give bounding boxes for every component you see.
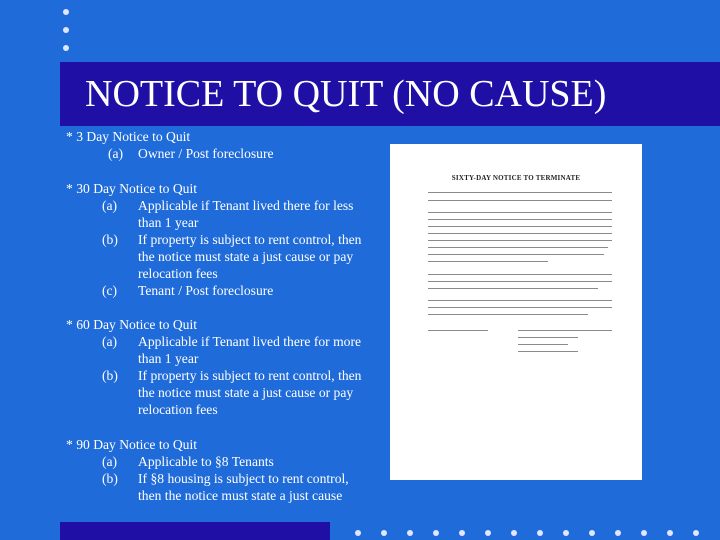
document-text-line [428, 226, 612, 227]
document-text-line [428, 212, 612, 213]
document-text-line [428, 254, 604, 255]
section-heading: * 3 Day Notice to Quit [66, 129, 191, 144]
list-item [102, 453, 366, 470]
document-text-line [428, 247, 608, 248]
item-label: (b) [102, 470, 118, 486]
section-heading: * 90 Day Notice to Quit [66, 436, 198, 452]
decorative-dot [485, 530, 491, 536]
decorative-dot [511, 530, 517, 536]
document-text-line [518, 337, 578, 338]
decorative-dot [459, 530, 465, 536]
decorative-dot [355, 530, 361, 536]
document-text-line [428, 314, 588, 315]
item-text: Applicable if Tenant lived there for less than 1 year [138, 197, 354, 230]
document-text-line [428, 261, 548, 262]
document-text-line [518, 330, 612, 331]
notice-document-image [390, 144, 642, 480]
document-text-line [428, 233, 612, 234]
section-90-day [66, 436, 366, 504]
list-item [102, 231, 366, 282]
item-text: Applicable to §8 Tenants [138, 453, 274, 469]
item-label: (a) [102, 197, 118, 213]
decorative-dot [641, 530, 647, 536]
document-title: SIXTY-DAY NOTICE TO TERMINATE [451, 174, 581, 182]
section-heading: * 60 Day Notice to Quit [66, 317, 198, 332]
document-text-line [428, 307, 612, 308]
document-text-line [518, 351, 578, 352]
item-label: (b) [102, 231, 118, 247]
decorative-dot [433, 530, 439, 536]
document-text-line [428, 240, 612, 241]
decorative-dot [693, 530, 699, 536]
document-text-line [428, 219, 612, 220]
item-text: Tenant / Post foreclosure [138, 282, 274, 298]
decorative-dot [63, 27, 69, 33]
item-text: Owner / Post foreclosure [138, 146, 274, 161]
document-text-line [428, 281, 612, 282]
decorative-dot [615, 530, 621, 536]
decorative-dot [537, 530, 543, 536]
decorative-dot [407, 530, 413, 536]
decorative-dot [63, 9, 69, 15]
list-item [102, 282, 366, 299]
item-label: (a) [108, 146, 124, 161]
item-text: Applicable if Tenant lived there for more than 1 year [138, 334, 362, 366]
list-item [102, 470, 366, 504]
document-text-line [518, 344, 568, 345]
document-text-line [428, 274, 612, 275]
list-item [102, 367, 366, 418]
decorative-dot [589, 530, 595, 536]
slide-title: NOTICE TO QUIT (NO CAUSE) [85, 73, 607, 115]
section-3-day [66, 128, 366, 162]
decorative-dot [381, 530, 387, 536]
section-30-day [66, 180, 366, 299]
item-label: (c) [102, 282, 118, 298]
item-text: If property is subject to rent control, then the notice must state a just cause or pay relocation fees [138, 231, 362, 281]
decorative-dot [563, 530, 569, 536]
document-text-line [428, 192, 612, 193]
list-item [102, 333, 366, 367]
item-label: (a) [102, 334, 118, 349]
item-text: If §8 housing is subject to rent control, then the notice must state a just cause [138, 470, 349, 503]
item-label: (b) [102, 368, 118, 383]
decorative-dot [667, 530, 673, 536]
list-item [108, 145, 366, 162]
section-heading: * 30 Day Notice to Quit [66, 180, 198, 196]
decorative-dot [63, 45, 69, 51]
list-item [102, 197, 366, 231]
bottom-bar [60, 522, 330, 540]
item-label: (a) [102, 453, 118, 469]
document-text-line [428, 288, 598, 289]
document-text-line [428, 300, 612, 301]
document-text-line [428, 200, 612, 201]
notice-list [66, 128, 366, 521]
item-text: If property is subject to rent control, then the notice must state a just cause or pay relocation fees [138, 368, 362, 417]
section-60-day [66, 316, 366, 418]
document-text-line [428, 330, 488, 331]
